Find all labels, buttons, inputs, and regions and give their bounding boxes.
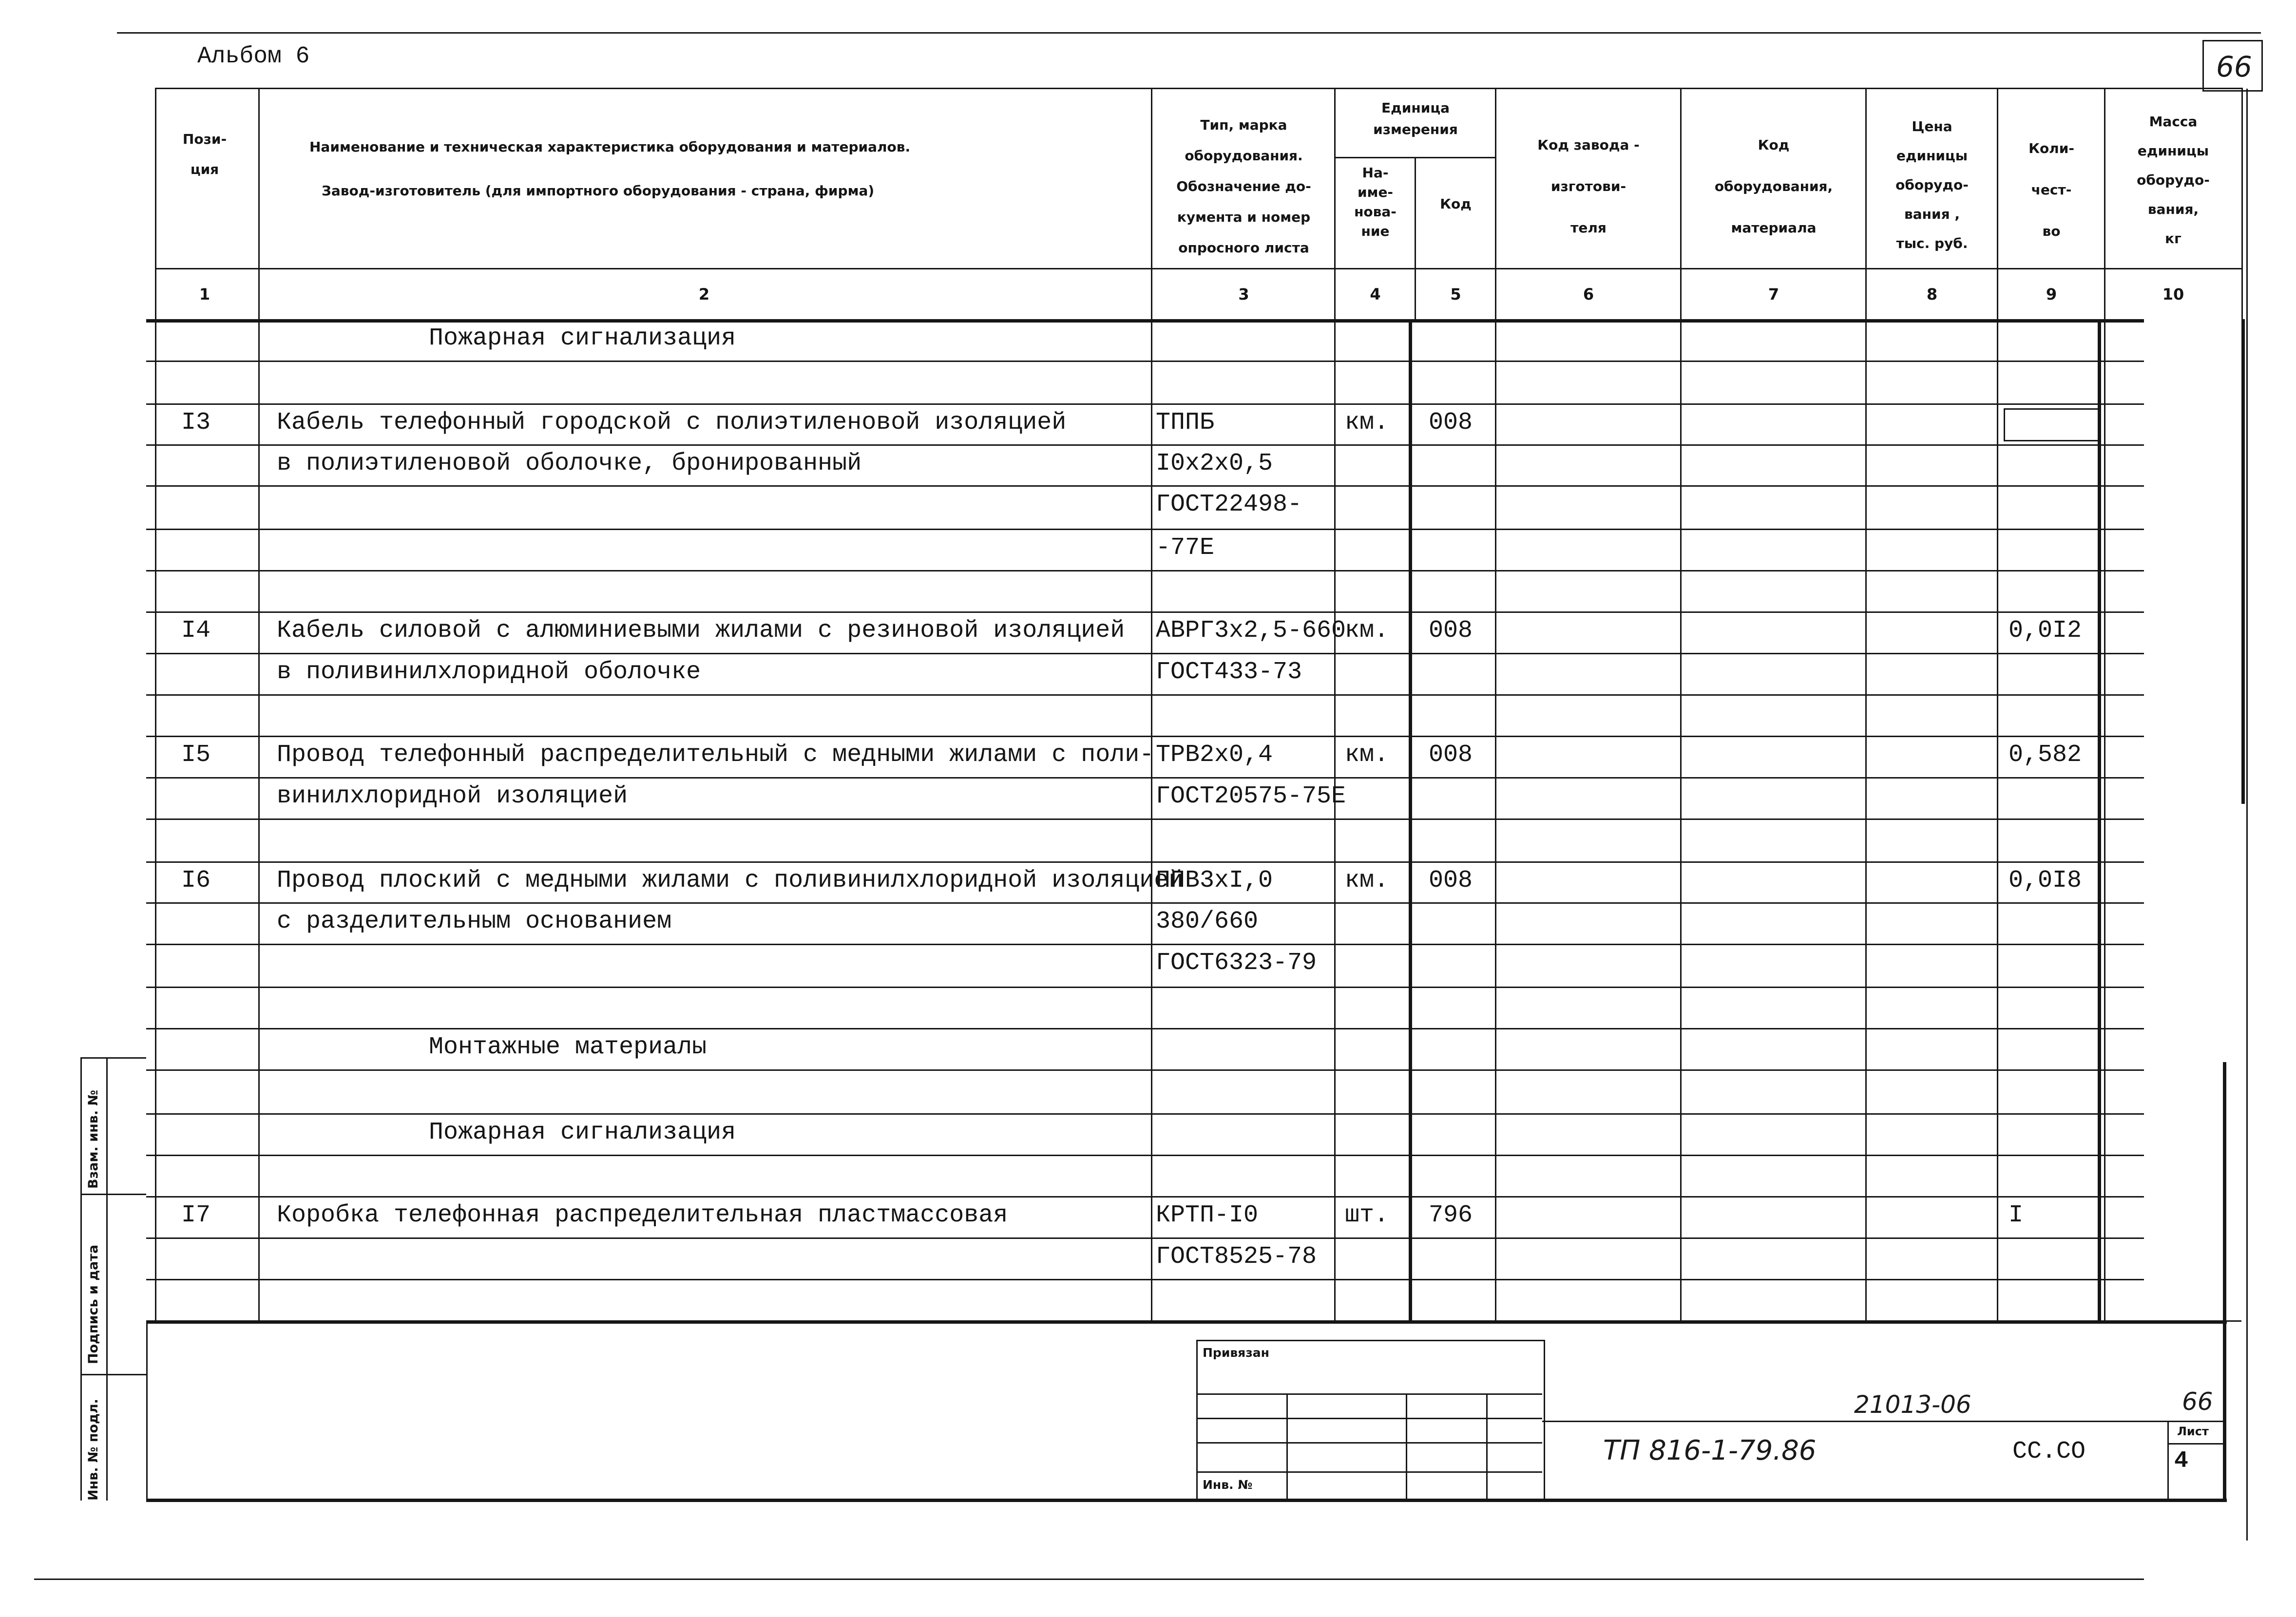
title-block-left-line: [146, 1320, 148, 1501]
header-col-mass: Масса единицы оборудо- вания, кг: [2137, 114, 2210, 247]
stamp-replacement-inventory: Взам. инв. №: [86, 1089, 101, 1189]
header-col-line: [2241, 88, 2243, 319]
binding-col-line: [1486, 1393, 1488, 1499]
row-unit-code: 008: [1429, 409, 1473, 437]
binding-col-line: [1286, 1393, 1288, 1499]
row-line: [146, 403, 2144, 405]
header-col-line: [1495, 88, 1496, 319]
body-col-line: [1151, 319, 1152, 1320]
header-col-price: Цена единицы оборудо- вания , тыс. руб.: [1895, 118, 1969, 251]
title-block-bottom-line: [146, 1499, 2227, 1502]
bottom-edge-line: [34, 1579, 2144, 1580]
binding-label: Привязан: [1203, 1346, 1269, 1360]
column-number: 8: [1926, 285, 1938, 304]
row-line: [146, 987, 2144, 988]
column-number: 7: [1768, 285, 1779, 304]
row-line: [146, 861, 2144, 863]
row-unit: км.: [1345, 409, 1389, 437]
column-number: 3: [1238, 285, 1249, 304]
row-line: [146, 570, 2144, 571]
header-col-quantity: Коли- чест- во: [2028, 140, 2074, 239]
row-line: [146, 485, 2144, 487]
row-quantity: 0,0I8: [2009, 867, 2082, 894]
row-name: в полиэтиленовой оболочке, бронированный: [277, 450, 862, 477]
row-line: [146, 1069, 2144, 1071]
header-col-line: [1680, 88, 1682, 319]
row-line: [146, 1237, 2144, 1239]
binding-row-line: [1196, 1442, 1542, 1444]
row-name: Кабель силовой с алюминиевыми жилами с резиновой изоляцией: [277, 617, 1125, 645]
stamp-divider: [106, 1057, 108, 1501]
header-col-line: [258, 88, 260, 319]
column-number: 9: [2046, 285, 2057, 304]
header-col-name-line2: Завод-изготовитель (для импортного оборудования - страна, фирма): [322, 183, 875, 199]
header-col-line: [1415, 157, 1416, 319]
row-name: Провод плоский с медными жилами с поливинилхлоридной изоляцией: [277, 867, 1184, 894]
column-number: 2: [698, 285, 710, 304]
right-edge-line: [2246, 89, 2248, 1541]
document-mark: СС.СО: [2012, 1438, 2086, 1465]
row-type: КРТП-I0: [1156, 1201, 1259, 1229]
header-col-line: [1865, 88, 1867, 319]
row-line: [146, 529, 2144, 530]
stamp-edge-left: [80, 1057, 82, 1501]
document-number: 21013-06: [1854, 1390, 1971, 1419]
title-block-top-line: [146, 1320, 2227, 1324]
body-col-line: [1334, 319, 1336, 1320]
document-code: ТП 816-1-79.86: [1603, 1435, 1817, 1466]
binding-row-line: [1196, 1393, 1542, 1395]
row-quantity: 0,582: [2009, 741, 2082, 769]
title-block-right-line: [2223, 1062, 2226, 1501]
column-number: 5: [1450, 285, 1461, 304]
title-row-line: [1542, 1421, 2224, 1422]
row-unit: шт.: [1345, 1201, 1389, 1229]
stamp-separator: [80, 1194, 146, 1195]
row-type: ГОСТ22498-: [1156, 491, 1302, 518]
row-name: винилхлоридной изоляцией: [277, 782, 628, 810]
row-unit-code: 008: [1429, 617, 1473, 645]
row-line: [146, 736, 2144, 737]
row-line: [146, 1155, 2144, 1156]
row-line: [146, 1028, 2144, 1029]
corner-number-box: [2202, 40, 2263, 92]
row-line: [146, 444, 2144, 446]
body-col-line: [2241, 319, 2245, 804]
row-position: I6: [181, 867, 211, 894]
row-line: [146, 902, 2144, 904]
row-type: ГОСТ8525-78: [1156, 1243, 1317, 1271]
row-position: I7: [181, 1201, 211, 1229]
sheet-value: 4: [2174, 1448, 2188, 1474]
row-position: I5: [181, 741, 211, 769]
title-row-line: [2167, 1443, 2224, 1445]
row-type: ТРВ2х0,4: [1156, 741, 1273, 769]
body-col-line: [1680, 319, 1682, 1320]
column-number: 6: [1583, 285, 1594, 304]
header-col-line: [155, 88, 156, 319]
row-line: [146, 1113, 2144, 1115]
header-col-line: [1997, 88, 1998, 319]
header-col-line: [2104, 88, 2105, 319]
row-quantity: 0,0I2: [2009, 617, 2082, 645]
column-number: 10: [2162, 285, 2184, 304]
title-col-line: [2167, 1421, 2169, 1499]
row-line: [146, 694, 2144, 696]
row-quantity: I: [2009, 1201, 2024, 1229]
row-name: в поливинилхлоридной оболочке: [277, 658, 701, 686]
row-unit-code: 008: [1429, 741, 1473, 769]
top-edge-line: [117, 32, 2261, 34]
sheet-label: Лист: [2177, 1425, 2209, 1438]
body-col-line: [1409, 319, 1412, 1320]
row-type: АВРГ3х2,5-660: [1156, 617, 1346, 645]
header-bottom-line: [155, 268, 2241, 269]
header-col-plant-code: Код завода - изготови- теля: [1537, 137, 1640, 236]
stamp-original-inventory: Инв. № подл.: [86, 1399, 101, 1501]
header-top-line: [155, 88, 2241, 89]
stamp-separator: [80, 1374, 146, 1375]
inventory-label: Инв. №: [1203, 1478, 1253, 1492]
body-col-line: [258, 319, 260, 1320]
section-heading: Монтажные материалы: [429, 1033, 707, 1061]
row-unit: км.: [1345, 741, 1389, 769]
sheet-corner-number: 66: [2216, 50, 2252, 83]
row-type: ГОСТ433-73: [1156, 658, 1302, 686]
stamp-top-edge: [80, 1057, 146, 1059]
body-col-line: [155, 319, 156, 1320]
row-unit-code: 796: [1429, 1201, 1473, 1229]
header-col-line: [1151, 88, 1152, 319]
header-col-line: [1334, 88, 1336, 319]
row-line: [146, 1279, 2144, 1280]
body-col-line: [1997, 319, 1998, 1320]
body-col-line: [2104, 319, 2105, 1320]
row-line: [146, 653, 2144, 654]
row-name: с разделительным основанием: [277, 908, 672, 935]
quantity-block-right-line: [2098, 319, 2101, 1320]
body-col-line: [1495, 319, 1496, 1320]
row-line: [146, 319, 2144, 323]
row-unit-code: 008: [1429, 867, 1473, 894]
row-position: I3: [181, 409, 211, 437]
row-position: I4: [181, 617, 211, 645]
row-line: [146, 1196, 2144, 1198]
row-type: 380/660: [1156, 908, 1259, 935]
row-name: Коробка телефонная распределительная пластмассовая: [277, 1201, 1008, 1229]
row-name: Провод телефонный распределительный с медными жилами с поли-: [277, 741, 1154, 769]
row-line: [146, 777, 2144, 779]
header-col-type: Тип, марка оборудования. Обозначение до- кумента и номер опросного листа: [1176, 117, 1311, 256]
row-line: [146, 944, 2144, 945]
header-col-unit-code: Код: [1440, 196, 1472, 212]
quantity-empty-box: [2004, 408, 2099, 441]
row-type: -77Е: [1156, 534, 1215, 562]
binding-row-line: [1196, 1471, 1542, 1473]
row-type: ТППБ: [1156, 409, 1215, 437]
row-line: [146, 818, 2144, 820]
section-heading: Пожарная сигнализация: [429, 1119, 736, 1146]
header-col-equipment-code: Код оборудования, материала: [1714, 137, 1833, 236]
page-number: 66: [2182, 1388, 2213, 1416]
binding-row-line: [1196, 1418, 1542, 1419]
header-col-position: Пози- ция: [182, 131, 227, 177]
row-unit: км.: [1345, 867, 1389, 894]
body-col-line: [1865, 319, 1867, 1320]
binding-col-line: [1406, 1393, 1407, 1499]
row-line: [146, 611, 2144, 613]
row-type: ППВ3хI,0: [1156, 867, 1273, 894]
row-type: I0х2х0,5: [1156, 450, 1273, 477]
row-name: Кабель телефонный городской с полиэтиленовой изоляцией: [277, 409, 1067, 437]
column-number: 4: [1370, 285, 1381, 304]
album-label: Альбом 6: [197, 43, 310, 70]
header-col-unit-name: На- име- нова- ние: [1354, 165, 1397, 239]
section-heading: Пожарная сигнализация: [429, 324, 736, 352]
row-unit: км.: [1345, 617, 1389, 645]
column-number: 1: [199, 285, 210, 304]
stamp-signature-date: Подпись и дата: [86, 1244, 101, 1364]
row-line: [146, 361, 2144, 362]
row-type: ГОСТ6323-79: [1156, 949, 1317, 977]
header-col-name-line1: Наименование и техническая характеристика оборудования и материалов.: [309, 139, 911, 155]
row-type: ГОСТ20575-75Е: [1156, 782, 1346, 810]
header-unit-group: Единица измерения: [1373, 100, 1458, 137]
